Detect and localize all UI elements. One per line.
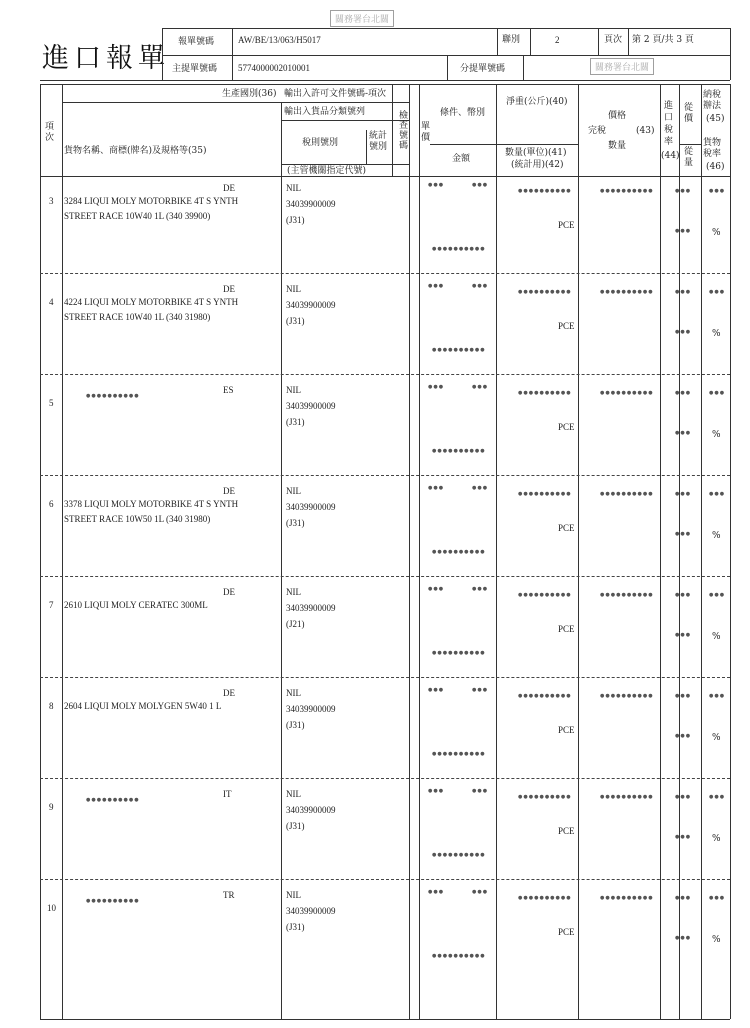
redacted-mark: ●●●●●●●●●● [600, 693, 654, 699]
redacted-mark: ●●● [472, 586, 489, 592]
row-item-no: 7 [49, 600, 54, 610]
row-tariff: 34039900009 [286, 300, 336, 310]
header-qty: 數量 [608, 141, 627, 151]
row-goods-desc: 2610 LIQUI MOLY CERATEC 300ML [64, 600, 208, 610]
redacted-mark: ●●● [675, 693, 692, 699]
tax-rate-symbol: % [712, 228, 721, 238]
row-agency: (J31) [286, 518, 305, 528]
report-no-value: AW/BE/13/063/H5017 [238, 35, 321, 45]
row-permit: NIL [286, 587, 301, 597]
tax-rate-symbol: % [712, 834, 721, 844]
redacted-mark: ●●●●●●●●●● [432, 751, 486, 757]
tax-rate-symbol: % [712, 329, 721, 339]
row-tariff: 34039900009 [286, 401, 336, 411]
redacted-mark: ●●●●●●●●●● [518, 895, 572, 901]
redacted-mark: ●●● [428, 485, 445, 491]
redacted-mark: ●●● [709, 390, 726, 396]
redacted-mark: ●●● [675, 592, 692, 598]
redacted-mark: ●●● [472, 182, 489, 188]
row-goods-desc: 3378 LIQUI MOLY MOTORBIKE 4T S YNTH STREET RACE 10W50 1L (340 31980) [64, 499, 239, 524]
row-tariff: 34039900009 [286, 502, 336, 512]
tax-rate-symbol: % [712, 935, 721, 945]
redacted-mark: ●●● [428, 889, 445, 895]
redacted-mark: ●●●●●●●●●● [518, 794, 572, 800]
redacted-mark: ●●● [675, 531, 692, 537]
header-terms: 條件、幣別 [440, 108, 486, 118]
row-item-no: 10 [47, 903, 56, 913]
header-net-weight: 淨重(公斤)(40) [506, 97, 568, 107]
row-item-no: 6 [49, 499, 54, 509]
row-unit: PCE [558, 624, 575, 634]
header-class-list: 輸出入貨品分類號列 [284, 107, 366, 117]
row-unit: PCE [558, 927, 575, 937]
redacted-mark: ●●●●●●●●●● [518, 188, 572, 194]
redacted-mark: ●●●●●●●●●● [600, 289, 654, 295]
sub-bl-label: 分提單號碼 [460, 64, 506, 74]
redacted-mark: ●●● [428, 687, 445, 693]
page-value: 第 2 頁/共 3 頁 [632, 35, 694, 45]
header-stat-no: 統計號別 [369, 131, 388, 152]
redacted-mark: ●●● [709, 289, 726, 295]
row-permit: NIL [286, 385, 301, 395]
redacted-mark: ●●● [472, 384, 489, 390]
row-permit: NIL [286, 284, 301, 294]
tax-rate-symbol: % [712, 430, 721, 440]
redacted-mark: ●●● [675, 289, 692, 295]
redacted-mark: ●●●●●●●●●● [86, 393, 140, 399]
redacted-mark: ●●● [428, 586, 445, 592]
row-origin: TR [223, 890, 235, 900]
row-goods-desc: 3284 LIQUI MOLY MOTORBIKE 4T S YNTH STREET RACE 10W40 1L (340 39900) [64, 196, 239, 221]
redacted-mark: ●●●●●●●●●● [432, 650, 486, 656]
row-unit: PCE [558, 826, 575, 836]
header-item-no: 項次 [45, 122, 55, 143]
redacted-mark: ●●● [675, 794, 692, 800]
header-origin: 生產國別(36) [222, 89, 277, 99]
redacted-mark: ●●● [472, 687, 489, 693]
redacted-mark: ●●●●●●●●●● [600, 895, 654, 901]
redacted-mark: ●●●●●●●●●● [518, 390, 572, 396]
redacted-mark: ●●● [709, 794, 726, 800]
redacted-mark: ●●●●●●●●●● [600, 390, 654, 396]
row-tariff: 34039900009 [286, 603, 336, 613]
header-unit-price: 單價 [421, 122, 431, 143]
header-col44: (44) [661, 151, 680, 161]
redacted-mark: ●●●●●●●●●● [600, 592, 654, 598]
header-value: 價格 [608, 111, 627, 121]
row-item-no: 3 [49, 196, 54, 206]
redacted-mark: ●●● [472, 485, 489, 491]
header-ad-valorem: 從價 [684, 103, 694, 124]
row-tariff: 34039900009 [286, 906, 336, 916]
tax-rate-symbol: % [712, 632, 721, 642]
row-unit: PCE [558, 220, 575, 230]
row-origin: DE [223, 284, 235, 294]
redacted-mark: ●●●●●●●●●● [432, 549, 486, 555]
redacted-mark: ●●●●●●●●●● [600, 794, 654, 800]
row-unit: PCE [558, 523, 575, 533]
redacted-mark: ●●● [472, 788, 489, 794]
header-goods-desc: 貨物名稱、商標(牌名)及規格等(35) [64, 146, 207, 156]
redacted-mark: ●●● [428, 384, 445, 390]
bl-value: 5774000002010001 [238, 63, 310, 73]
redacted-mark: ●●● [675, 390, 692, 396]
redacted-mark: ●●● [675, 895, 692, 901]
redacted-mark: ●●● [428, 788, 445, 794]
redacted-mark: ●●● [675, 491, 692, 497]
bl-label: 主提單號碼 [172, 64, 218, 74]
redacted-mark: ●●● [472, 283, 489, 289]
row-item-no: 9 [49, 802, 54, 812]
header-goods-tax: 貨物稅率 [703, 138, 722, 159]
redacted-mark: ●●●●●●●●●● [432, 246, 486, 252]
redacted-mark: ●●● [709, 592, 726, 598]
redacted-mark: ●●● [472, 889, 489, 895]
header-permit: 輸出入許可文件號碼-項次 [284, 89, 387, 99]
header-col45: (45) [706, 114, 725, 124]
redacted-mark: ●●●●●●●●●● [432, 953, 486, 959]
row-permit: NIL [286, 183, 301, 193]
row-agency: (J31) [286, 922, 305, 932]
redacted-mark: ●●● [675, 834, 692, 840]
row-item-no: 4 [49, 297, 54, 307]
header-col46: (46) [706, 162, 725, 172]
row-unit: PCE [558, 321, 575, 331]
redacted-mark: ●●●●●●●●●● [432, 347, 486, 353]
customs-stamp: 關務署台北關 [330, 10, 394, 27]
redacted-mark: ●●● [675, 632, 692, 638]
redacted-mark: ●●● [675, 188, 692, 194]
row-agency: (J21) [286, 619, 305, 629]
redacted-mark: ●●●●●●●●●● [600, 188, 654, 194]
row-item-no: 5 [49, 398, 54, 408]
row-permit: NIL [286, 890, 301, 900]
redacted-mark: ●●● [428, 283, 445, 289]
redacted-mark: ●●● [709, 491, 726, 497]
row-tariff: 34039900009 [286, 805, 336, 815]
row-origin: IT [223, 789, 232, 799]
row-origin: DE [223, 183, 235, 193]
header-inspect: 檢查號碼 [397, 110, 407, 150]
form-title: 進口報單 [42, 43, 170, 74]
redacted-mark: ●●●●●●●●●● [86, 898, 140, 904]
redacted-mark: ●●●●●●●●●● [518, 289, 572, 295]
row-tariff: 34039900009 [286, 199, 336, 209]
redacted-mark: ●●●●●●●●●● [518, 592, 572, 598]
row-agency: (J31) [286, 720, 305, 730]
header-quantity-unit: 數量(單位)(41) [505, 148, 567, 158]
page-label: 頁次 [604, 35, 623, 45]
redacted-mark: ●●● [709, 895, 726, 901]
row-permit: NIL [286, 789, 301, 799]
header-amount: 金額 [452, 154, 471, 164]
header-import-tax: 進口稅率 [664, 101, 674, 147]
row-origin: ES [223, 385, 234, 395]
row-item-no: 8 [49, 701, 54, 711]
redacted-mark: ●●● [709, 693, 726, 699]
row-origin: DE [223, 688, 235, 698]
header-specific: 從量 [684, 147, 694, 168]
header-tax-method: 納稅辦法 [703, 90, 722, 111]
row-permit: NIL [286, 688, 301, 698]
row-permit: NIL [286, 486, 301, 496]
redacted-mark: ●●● [675, 430, 692, 436]
redacted-mark: ●●● [675, 935, 692, 941]
row-unit: PCE [558, 422, 575, 432]
row-origin: DE [223, 486, 235, 496]
copy-value: 2 [555, 35, 560, 45]
redacted-mark: ●●●●●●●●●● [86, 797, 140, 803]
tax-rate-symbol: % [712, 531, 721, 541]
redacted-mark: ●●● [675, 228, 692, 234]
redacted-mark: ●●● [428, 182, 445, 188]
page-stamp: 關務署台北關 [590, 58, 654, 75]
header-col43: (43) [636, 126, 655, 136]
row-agency: (J31) [286, 215, 305, 225]
row-goods-desc: 4224 LIQUI MOLY MOTORBIKE 4T S YNTH STREET RACE 10W40 1L (340 31980) [64, 297, 239, 322]
redacted-mark: ●●●●●●●●●● [432, 448, 486, 454]
header-stat-unit: (統計用)(42) [511, 160, 564, 170]
row-agency: (J31) [286, 417, 305, 427]
header-dutiable: 完稅 [588, 126, 607, 136]
redacted-mark: ●●●●●●●●●● [518, 693, 572, 699]
redacted-mark: ●●●●●●●●●● [432, 852, 486, 858]
row-tariff: 34039900009 [286, 704, 336, 714]
header-tariff-no: 稅則號別 [302, 138, 339, 148]
row-goods-desc: 2604 LIQUI MOLY MOLYGEN 5W40 1 L [64, 701, 222, 711]
redacted-mark: ●●●●●●●●●● [518, 491, 572, 497]
row-origin: DE [223, 587, 235, 597]
report-no-label: 報單號碼 [178, 37, 215, 47]
redacted-mark: ●●●●●●●●●● [600, 491, 654, 497]
copy-label: 聯別 [502, 35, 521, 45]
redacted-mark: ●●● [709, 188, 726, 194]
row-agency: (J31) [286, 821, 305, 831]
redacted-mark: ●●● [675, 329, 692, 335]
row-unit: PCE [558, 725, 575, 735]
row-agency: (J31) [286, 316, 305, 326]
redacted-mark: ●●● [675, 733, 692, 739]
tax-rate-symbol: % [712, 733, 721, 743]
header-agency: (主管機關指定代號) [287, 166, 367, 176]
